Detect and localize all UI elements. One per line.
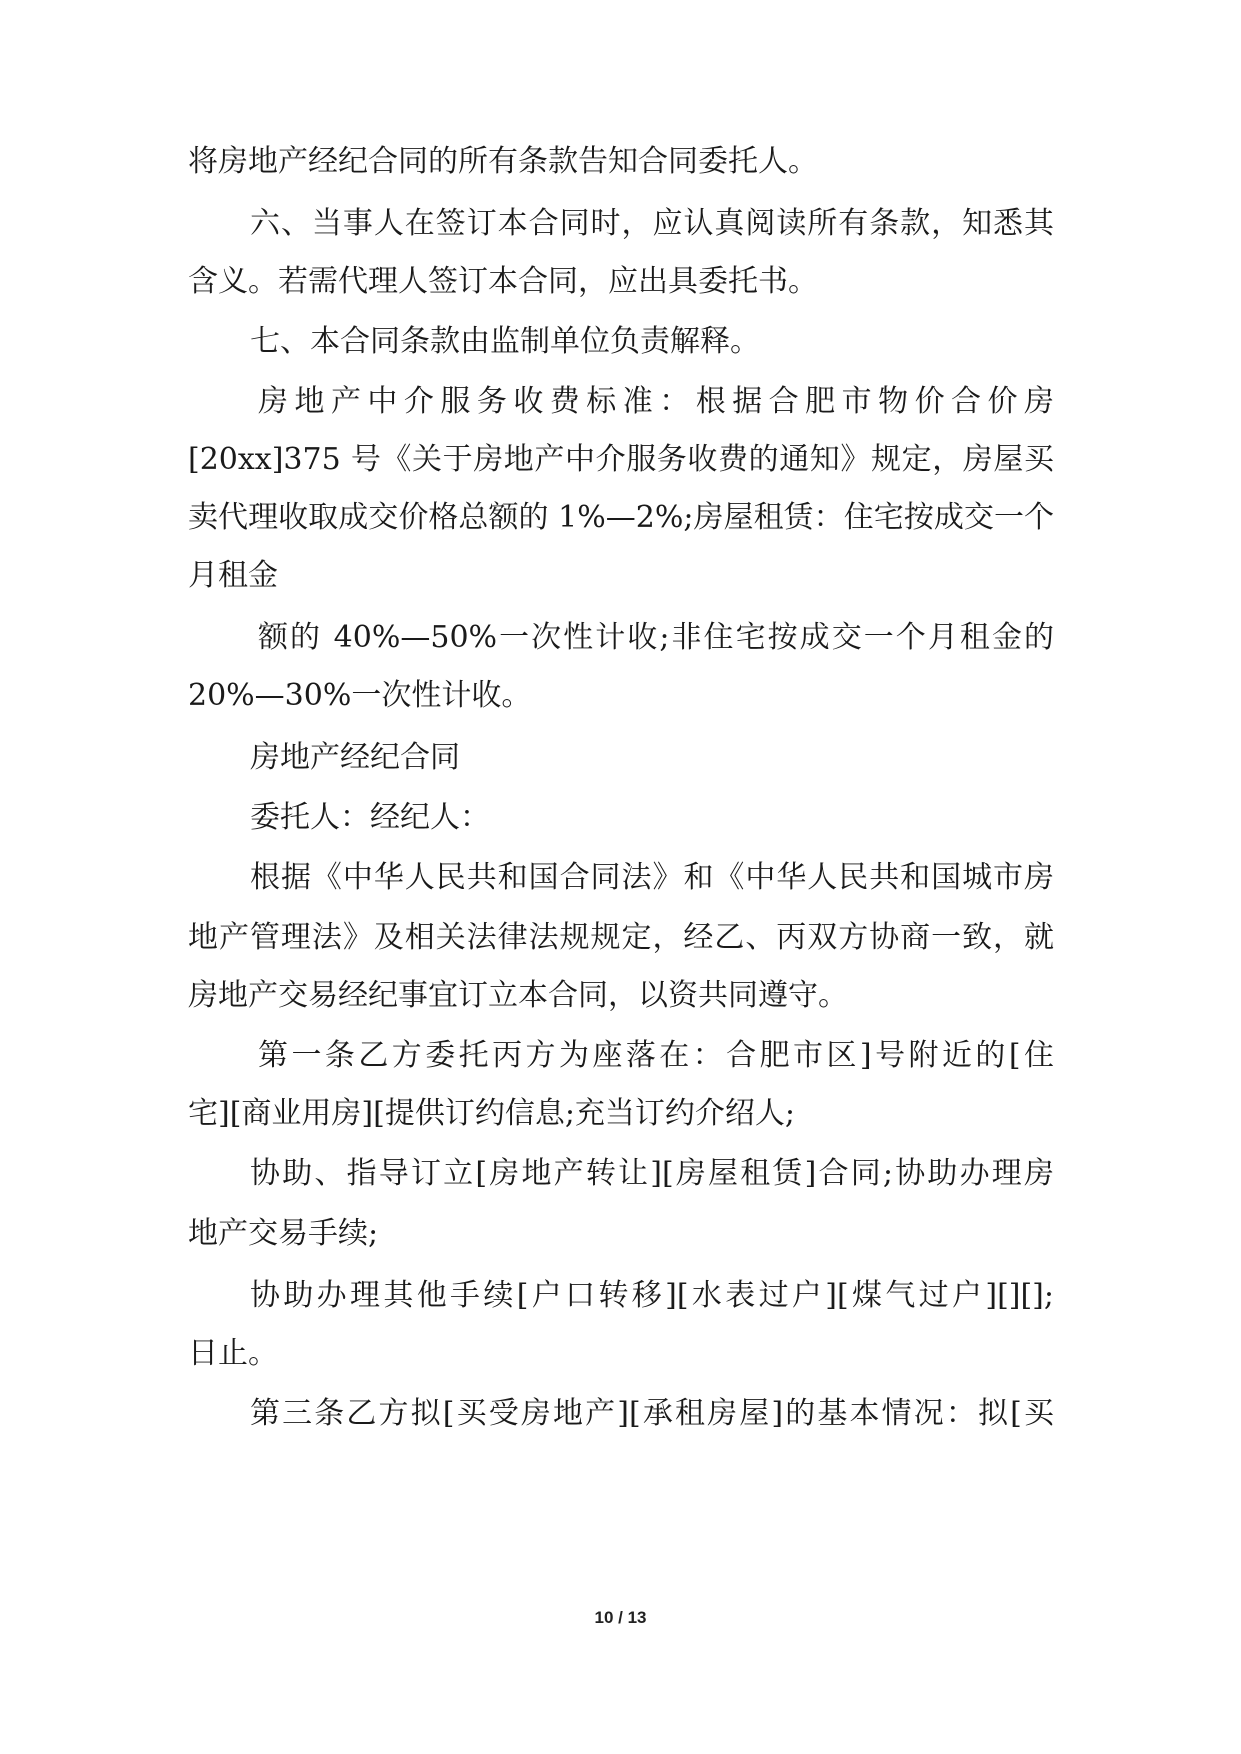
text-line-19: 地产交易手续; bbox=[188, 1216, 379, 1251]
text-line-14: 地产管理法》及相关法律法规规定，经乙、丙双方协商一致，就 bbox=[188, 920, 1054, 955]
text-line-6: [20xx]375 号《关于房地产中介服务收费的通知》规定，房屋买 bbox=[188, 442, 1054, 477]
text-line-4: 七、本合同条款由监制单位负责解释。 bbox=[250, 324, 760, 359]
text-line-2: 六、当事人在签订本合同时，应认真阅读所有条款，知悉其 bbox=[250, 206, 1054, 241]
text-line-15: 房地产交易经纪事宜订立本合同，以资共同遵守。 bbox=[188, 978, 848, 1013]
text-line-20: 协助办理其他手续[户口转移][水表过户][煤气过户][][]; bbox=[250, 1278, 1054, 1313]
page-number: 10 / 13 bbox=[594, 1608, 647, 1627]
text-line-8: 月租金 bbox=[188, 558, 278, 593]
text-line-3: 含义。若需代理人签订本合同，应出具委托书。 bbox=[188, 264, 818, 299]
text-line-17: 宅][商业用房][提供订约信息;充当订约介绍人; bbox=[188, 1096, 796, 1131]
text-line-12: 委托人：经纪人： bbox=[250, 800, 490, 835]
text-line-1: 将房地产经纪合同的所有条款告知合同委托人。 bbox=[188, 144, 818, 179]
text-line-9: 额的 40%—50%一次性计收;非住宅按成交一个月租金的 bbox=[258, 620, 1054, 655]
text-line-5: 房地产中介服务收费标准：根据合肥市物价合价房 bbox=[258, 384, 1054, 419]
text-line-21: 日止。 bbox=[188, 1336, 278, 1371]
text-line-13: 根据《中华人民共和国合同法》和《中华人民共和国城市房 bbox=[250, 860, 1054, 895]
text-line-7: 卖代理收取成交价格总额的 1%—2%;房屋租赁：住宅按成交一个 bbox=[188, 500, 1054, 535]
text-line-18: 协助、指导订立[房地产转让][房屋租赁]合同;协助办理房 bbox=[250, 1156, 1054, 1191]
text-line-16: 第一条乙方委托丙方为座落在：合肥市区]号附近的[住 bbox=[258, 1038, 1054, 1073]
text-line-22: 第三条乙方拟[买受房地产][承租房屋]的基本情况：拟[买 bbox=[250, 1396, 1054, 1431]
text-line-10: 20%—30%一次性计收。 bbox=[188, 678, 532, 713]
text-line-11: 房地产经纪合同 bbox=[250, 740, 460, 775]
